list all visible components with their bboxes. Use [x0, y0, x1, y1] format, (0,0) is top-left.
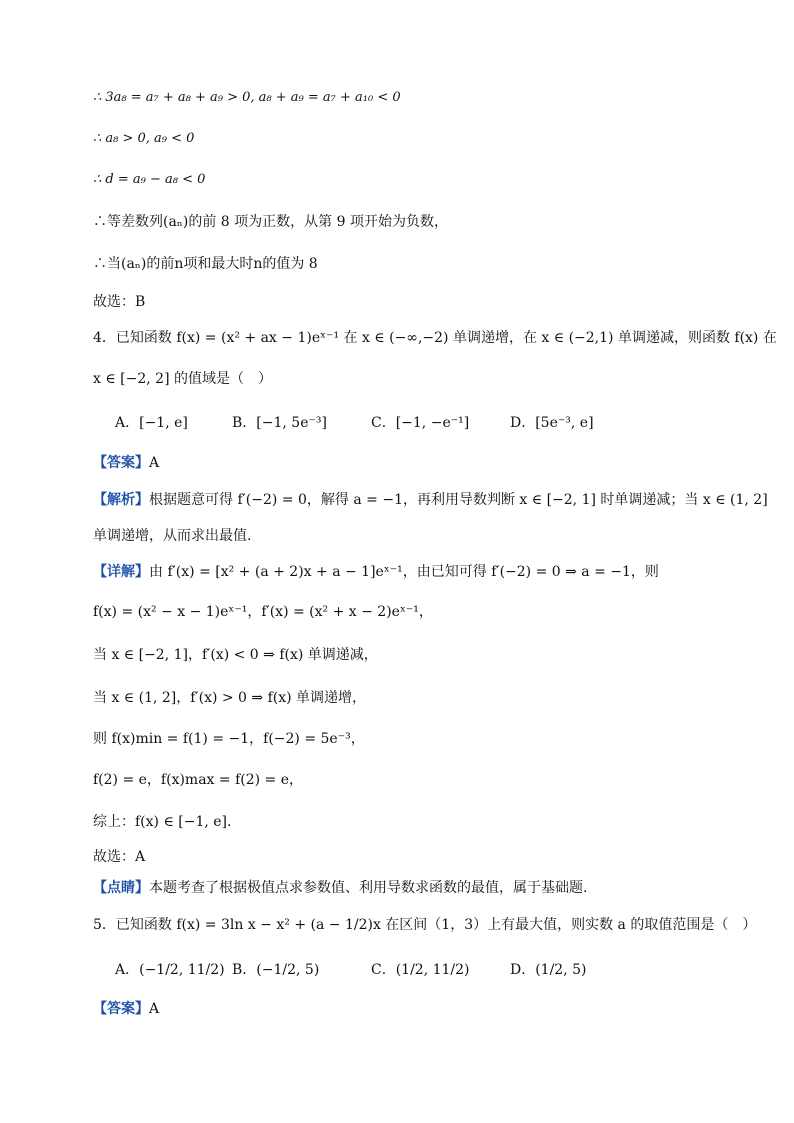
q4-option-c: C．[−1, −e⁻¹] — [371, 415, 470, 431]
answer-value: A — [149, 1001, 160, 1017]
q5-stem: 5．已知函数 f(x) = 3ln x − x² + (a − 1/2)x 在区间（1，3）上有最大值，则实数 a 的取值范围是（ ） — [93, 917, 757, 933]
q4-detail-line-3: 当 x ∈ [−2, 1]，f′(x) < 0 ⇒ f(x) 单调递减， — [93, 647, 378, 663]
answer-tag: 【答案】 — [93, 455, 149, 471]
q4-detail-line-4: 当 x ∈ (1, 2]，f′(x) > 0 ⇒ f(x) 单调递增， — [93, 690, 367, 706]
q4-option-d: D．[5e⁻³, e] — [510, 415, 594, 431]
q5-option-a: A．(−1/2, 11/2) — [115, 962, 225, 978]
q4-detail-line-8: 故选：A — [93, 849, 146, 865]
analysis-tag: 【解析】 — [93, 492, 149, 508]
q4-answer — [93, 453, 159, 473]
q4-comment — [93, 878, 587, 898]
q4-option-b: B．[−1, 5e⁻³] — [232, 415, 327, 431]
q4-stem-line-2: x ∈ [−2, 2] 的值域是（ ） — [93, 371, 272, 387]
comment-tag: 【点睛】 — [93, 880, 149, 896]
line-6: 故选：B — [93, 294, 146, 310]
q5-option-d: D．(1/2, 5) — [510, 962, 587, 978]
q4-analysis-line-1 — [93, 490, 768, 510]
line-1: ∴ 3a₈ = a₇ + a₈ + a₉ > 0, a₈ + a₉ = a₇ + a₁₀ < 0 — [93, 90, 401, 105]
q4-stem-line-1: 4．已知函数 f(x) = (x² + ax − 1)eˣ⁻¹ 在 x ∈ (−∞,−2) 单调递增，在 x ∈ (−2,1) 单调递减，则函数 f(x) 在 — [93, 330, 777, 346]
q4-analysis-line-2: 单调递增，从而求出最值. — [93, 528, 252, 544]
q4-option-a: A．[−1, e] — [115, 415, 188, 431]
q5-option-b: B．(−1/2, 5) — [232, 962, 320, 978]
detail-text: 由 f′(x) = [x² + (a + 2)x + a − 1]eˣ⁻¹，由已知可得 f′(−2) = 0 ⇒ a = −1，则 — [149, 564, 659, 580]
q5-option-c: C．(1/2, 11/2) — [371, 962, 470, 978]
line-5: ∴当(aₙ)的前n项和最大时n的值为 8 — [93, 256, 318, 272]
q5-answer — [93, 999, 159, 1019]
answer-tag: 【答案】 — [93, 1001, 149, 1017]
q4-detail-line-2: f(x) = (x² − x − 1)eˣ⁻¹，f′(x) = (x² + x − 2)eˣ⁻¹， — [93, 604, 433, 620]
q4-detail-line-6: f(2) = e，f(x)max = f(2) = e， — [93, 772, 304, 788]
line-3: ∴ d = a₉ − a₈ < 0 — [93, 172, 206, 187]
answer-value: A — [149, 455, 160, 471]
line-4: ∴等差数列(aₙ)的前 8 项为正数，从第 9 项开始为负数， — [93, 214, 448, 230]
analysis-text: 根据题意可得 f′(−2) = 0，解得 a = −1，再利用导数判断 x ∈ [−2, 1] 时单调递减；当 x ∈ (1, 2] — [149, 492, 768, 508]
line-2: ∴ a₈ > 0, a₉ < 0 — [93, 131, 195, 146]
comment-text: 本题考查了根据极值点求参数值、利用导数求函数的最值，属于基础题. — [149, 880, 588, 896]
detail-tag: 【详解】 — [93, 564, 149, 580]
q4-detail-line-7: 综上：f(x) ∈ [−1, e]. — [93, 814, 232, 830]
q4-detail-line-1 — [93, 562, 659, 582]
q4-detail-line-5: 则 f(x)min = f(1) = −1，f(−2) = 5e⁻³， — [93, 731, 365, 747]
